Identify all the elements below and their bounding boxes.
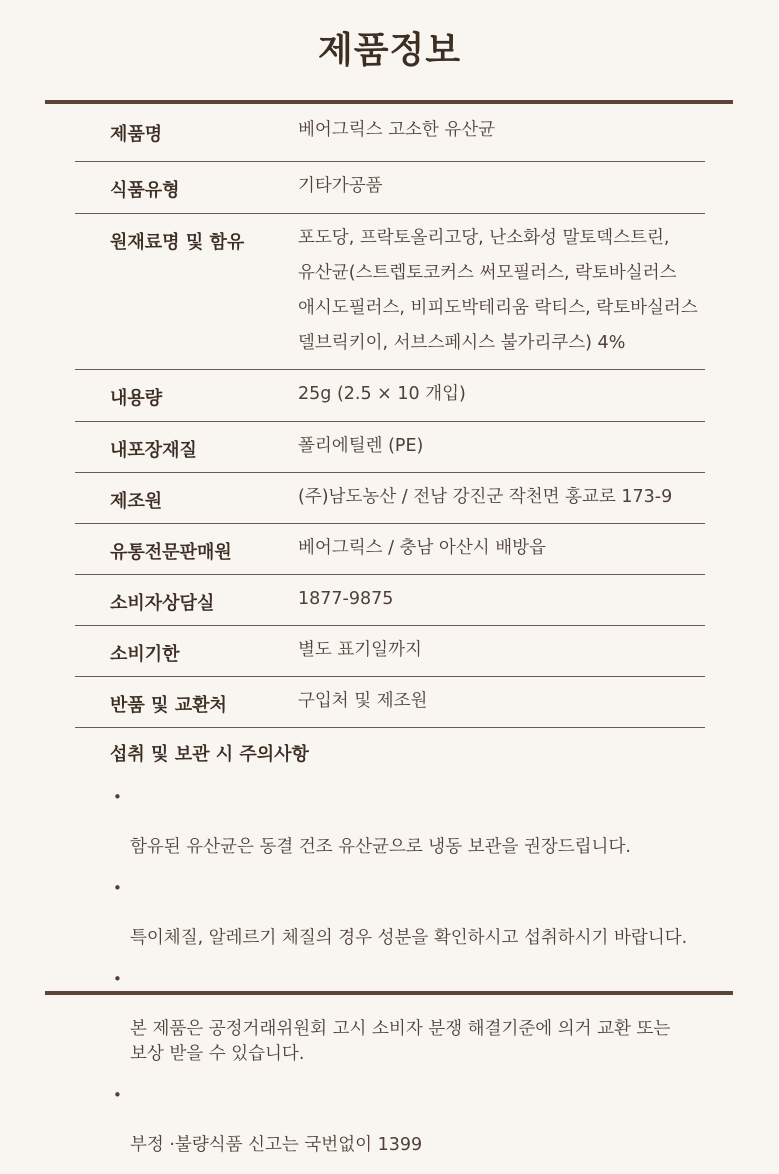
- row-value: 기타가공품: [298, 176, 383, 196]
- row-value: 폴리에틸렌 (PE): [298, 436, 424, 456]
- page-title: 제품정보: [317, 30, 462, 71]
- row-label: 식품유형: [110, 180, 180, 201]
- note-text: 특이체질, 알레르기 체질의 경우 성분을 확인하시고 섭취하시기 바랍니다.: [130, 928, 688, 948]
- row-value: 1877-9875: [298, 589, 394, 609]
- bullet-icon: •: [113, 788, 122, 806]
- row-value: 별도 표기일까지: [298, 640, 422, 660]
- note-text: 부정 ·불량식품 신고는 국번없이 1399: [130, 1135, 423, 1155]
- row-value: 25g (2.5 × 10 개입): [298, 384, 466, 404]
- table-row: [75, 214, 705, 370]
- product-info-table: [75, 106, 705, 728]
- row-label: 소비자상담실: [110, 593, 215, 614]
- table-row: [75, 106, 705, 162]
- row-label: 소비기한: [110, 644, 180, 665]
- row-label: 유통전문판매원: [110, 542, 232, 563]
- notes-list: [110, 785, 750, 1174]
- row-label: 내용량: [110, 388, 163, 409]
- note-text: 본 제품은 공정거래위원회 고시 소비자 분쟁 해결기준에 의거 교환 또는 보상 받을 수 있습니다.: [130, 1019, 671, 1064]
- row-value: 구입처 및 제조원: [298, 691, 428, 711]
- bullet-icon: •: [113, 1086, 122, 1104]
- row-label: 제조원: [110, 491, 163, 512]
- row-value: 베어그릭스 고소한 유산균: [298, 120, 496, 140]
- notes-title: 섭취 및 보관 시 주의사항: [110, 744, 309, 765]
- row-value: 베어그릭스 / 충남 아산시 배방읍: [298, 538, 546, 558]
- bottom-divider: [45, 991, 733, 995]
- row-label: 내포장재질: [110, 440, 197, 461]
- list-item: [110, 1083, 750, 1158]
- row-label: 반품 및 교환처: [110, 695, 227, 716]
- row-value: 포도당, 프락토올리고당, 난소화성 말토덱스트린, 유산균(스트렙토코커스 써모필러스, 락토바실러스 애시도필러스, 비피도박테리움 락티스, 락토바실러스 델브릭키이, 서브스페시스 불가리쿠스) 4%: [298, 228, 698, 353]
- row-value: (주)남도농산 / 전남 강진군 작천면 홍교로 173-9: [298, 487, 673, 507]
- list-item: [110, 967, 750, 1067]
- bullet-icon: •: [113, 879, 122, 897]
- list-item: [110, 876, 750, 951]
- note-text: 함유된 유산균은 동결 건조 유산균으로 냉동 보관을 권장드립니다.: [130, 837, 631, 857]
- bullet-icon: •: [113, 970, 122, 988]
- list-item: [110, 785, 750, 860]
- row-label: 제품명: [110, 124, 163, 145]
- table-row: [75, 677, 705, 728]
- row-label: 원재료명 및 함유: [110, 232, 245, 253]
